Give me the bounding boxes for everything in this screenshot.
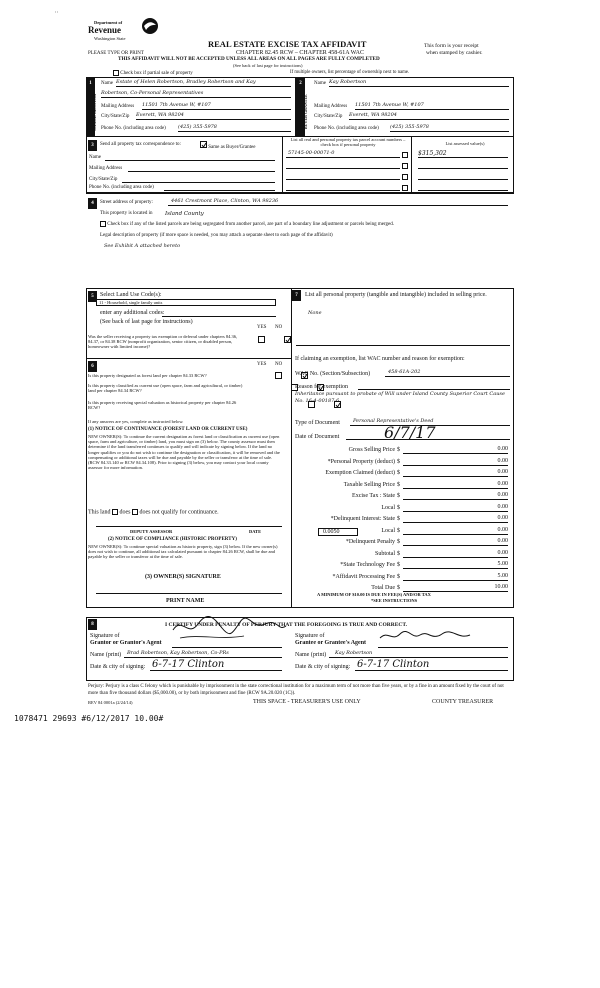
- s5-yes-header: YES: [257, 325, 267, 330]
- seller-mail-label: Mailing Address: [101, 104, 135, 109]
- parcel-header: List all real and personal property tax parcel account numbers – check box if personal property: [290, 137, 406, 147]
- tax-row-label: Exemption Claimed (deduct): [325, 470, 395, 476]
- reason-label: Reason for exemption: [295, 384, 348, 390]
- this-land-label: This land: [88, 509, 111, 516]
- grantor-name-value: Brad Robertson, Kay Robertson, Co-PRs: [127, 650, 229, 656]
- tax-row-value: 0.00: [497, 446, 508, 452]
- assessed-value: $315,302: [418, 150, 447, 157]
- s5-q1-no-checkbox[interactable]: [284, 336, 291, 343]
- tax-row-value: 0.00: [497, 469, 508, 475]
- section3-number: 3: [88, 140, 97, 151]
- buyer-side-label: BUYER GRANTEE: [303, 94, 308, 130]
- parcel-checkbox-4[interactable]: [402, 185, 408, 191]
- dollar-sign: $: [397, 493, 400, 499]
- s6-q1: Is this property designated as forest land per chapter 84.33 RCW?: [88, 373, 207, 378]
- tax-row-label: Total Due: [371, 585, 395, 591]
- legal-label: Legal description of property (if more space is needed, you may attach a separate sheet to each page of the affidavit): [100, 233, 333, 238]
- form-warning: THIS AFFIDAVIT WILL NOT BE ACCEPTED UNLESS ALL AREAS ON ALL PAGES ARE FULLY COMPLETED: [118, 56, 380, 62]
- county-value: Island County: [165, 211, 204, 217]
- tax-row-field[interactable]: [403, 481, 508, 489]
- deputy-date-label: DATE: [249, 529, 262, 534]
- section4-top-line: [86, 193, 514, 194]
- seller-city-field[interactable]: [136, 113, 291, 120]
- owner-signature-label: (3) OWNER(S) SIGNATURE: [145, 574, 221, 580]
- buyer-name-field[interactable]: [329, 80, 509, 87]
- same-as-buyer-label: Same as Buyer/Grantee: [208, 145, 256, 150]
- grantee-name-field[interactable]: [329, 651, 508, 658]
- seller-section-number: 1: [86, 78, 95, 89]
- personal-property-title: List all personal property (tangible and intangible) included in selling price.: [305, 292, 487, 298]
- parcel-field-4[interactable]: [286, 184, 400, 191]
- multiple-owners-note: If multiple owners, list percentage of ownership next to name.: [290, 70, 410, 75]
- compliance-text: NEW OWNER(S): To continue special valuation as historic property, sign (3) below. If the new owner(s) does not wish to continue, all additional tax calculated pursuant to chapter 84.26 RCW, shall be due and payable by the seller or transferor at the time of sale.: [88, 544, 278, 560]
- county-treasurer: COUNTY TREASURER: [432, 699, 494, 705]
- tax-row-label: *State Technology Fee: [340, 562, 395, 568]
- grantee-date-value: 6-7-17 Clinton: [357, 659, 430, 670]
- wac-label: WAC No. (Section/Subsection): [295, 371, 371, 377]
- partial-sale-checkbox[interactable]: [113, 70, 119, 76]
- seller-side-label: SELLER GRANTOR: [92, 93, 97, 131]
- seller-city-label: City/State/Zip: [101, 114, 130, 119]
- tax-row-label: *Personal Property (deduct): [327, 458, 395, 465]
- tax-row-field[interactable]: [403, 573, 508, 581]
- land-use-title: Select Land Use Code(s):: [100, 292, 162, 298]
- tax-row-label: *Delinquent Interest: State: [330, 516, 395, 522]
- buyer-city-label: City/State/Zip: [314, 114, 343, 119]
- owner-signature-line[interactable]: [96, 589, 282, 594]
- parcel-checkbox-1[interactable]: [402, 152, 408, 158]
- reason-field[interactable]: [358, 383, 510, 390]
- tax-row-value: 0.00: [497, 503, 508, 510]
- send-correspondence-label: Send all property tax correspondence to:: [100, 142, 181, 147]
- tax-row-field[interactable]: [403, 538, 508, 546]
- s5-no-header: NO: [275, 325, 283, 330]
- does-not-checkbox[interactable]: [132, 509, 138, 515]
- tax-row-field[interactable]: [403, 550, 508, 558]
- grantor-sig-label-1: Signature of: [90, 633, 120, 639]
- seller-phone-value: (425) 355-5978: [178, 124, 217, 130]
- tax-row-value: 0.00: [497, 492, 508, 498]
- dollar-sign: $: [397, 585, 400, 591]
- receipt-note-2: when stamped by cashier.: [426, 50, 483, 56]
- form-revision: REV 84 0001a (2/24/14): [88, 700, 133, 705]
- legal-value: See Exhibit A attached hereto: [104, 243, 181, 249]
- dollar-sign: $: [397, 504, 400, 511]
- see-instructions: *SEE INSTRUCTIONS: [371, 598, 418, 603]
- seller-city-value: Everett, WA 98204: [136, 112, 184, 118]
- tax-row-field[interactable]: [403, 584, 508, 592]
- receipt-note-1: This form is your receipt: [424, 43, 479, 49]
- wac-field[interactable]: [385, 370, 510, 377]
- exemption-label: If claiming an exemption, list WAC number and reason for exemption:: [295, 356, 465, 362]
- does-label: does: [119, 509, 131, 516]
- assessed-header: List assessed value(s): [445, 141, 485, 146]
- grantor-name-field[interactable]: [124, 651, 282, 658]
- seller-name-field-2[interactable]: [101, 91, 291, 98]
- assessed-field-4[interactable]: [418, 184, 508, 191]
- parcel-field-2[interactable]: [286, 162, 400, 169]
- date-doc-value: 6/7/17: [384, 423, 436, 442]
- segregated-checkbox[interactable]: [100, 221, 106, 227]
- grantor-sig-label-2: Grantor or Grantor's Agent: [90, 640, 162, 646]
- dollar-sign: $: [397, 550, 400, 557]
- buyer-city-field[interactable]: [349, 113, 509, 120]
- seller-name-field[interactable]: [116, 80, 291, 87]
- land-use-select[interactable]: [96, 299, 276, 306]
- street-value: 4461 Crestmont Place, Clinton, WA 98236: [171, 198, 279, 204]
- tax-row-label: *Affidavit Processing Fee: [332, 573, 395, 580]
- parcel-value: 57145-00-00071-0: [288, 150, 335, 156]
- partial-sale-label: Check box if partial sale of property: [120, 71, 193, 77]
- s6-q3: Is this property receiving special valuation as historical property per chapter 84.26 RCW?: [88, 400, 237, 411]
- dollar-sign: $: [397, 562, 400, 568]
- s3-city-field[interactable]: [122, 176, 275, 183]
- s6-q1-yes-checkbox[interactable]: [275, 372, 282, 379]
- tax-row-field[interactable]: [403, 446, 508, 454]
- tax-row-value: 0.00: [497, 457, 508, 464]
- seller-name-label: Name: [101, 81, 113, 86]
- s6-yes-header: YES: [257, 362, 267, 367]
- tax-row-field[interactable]: [403, 469, 508, 477]
- dollar-sign: $: [397, 470, 400, 476]
- tax-rate-value: 0.0050: [323, 529, 340, 535]
- tax-row-field[interactable]: [403, 492, 508, 500]
- check-icon: [285, 337, 291, 343]
- parcel-field-3[interactable]: [286, 173, 400, 180]
- street-field[interactable]: [168, 199, 508, 206]
- corner-mark: ' ': [55, 12, 59, 17]
- recording-stamp: 1078471 29693 #6/12/2017 10.00#: [14, 714, 164, 723]
- grantee-date-field[interactable]: [355, 659, 508, 671]
- s6-top-line: [86, 358, 291, 359]
- continuance-title: (1) NOTICE OF CONTINUANCE (FOREST LAND OR CURRENT USE): [88, 427, 248, 432]
- tax-row-label: Gross Selling Price: [348, 447, 395, 453]
- section7-number: 7: [292, 290, 301, 301]
- dollar-sign: $: [397, 447, 400, 453]
- s3-name-label: Name: [89, 155, 101, 160]
- buyer-phone-field[interactable]: [390, 125, 509, 132]
- additional-codes-label: enter any additional codes:: [100, 310, 165, 316]
- s3-mail-field[interactable]: [128, 165, 275, 172]
- seller-name-value: Estate of Helen Robertson, Bradley Robertson and Kay: [116, 79, 256, 85]
- tax-row-label: Local: [381, 504, 395, 511]
- partial-sale-row: [113, 70, 193, 77]
- form-subtitle: CHAPTER 82.45 RCW – CHAPTER 458-61A WAC: [236, 50, 364, 56]
- seller-mail-value: 11501 7th Avenue W, #107: [142, 102, 211, 108]
- type-doc-value: Personal Representative's Deed: [353, 418, 434, 424]
- buyer-mail-value: 11501 7th Avenue W, #107: [355, 102, 424, 108]
- treasurer-only: THIS SPACE - TREASURER'S USE ONLY: [253, 699, 361, 705]
- form-see-back: (See back of last page for instructions): [233, 63, 303, 68]
- s5-q1-yes-checkbox[interactable]: [258, 336, 265, 343]
- s6-q2: Is this property classified as current use (open space, farm and agricultural, or timber) land per chapter 84.34 RCW?: [88, 383, 243, 394]
- form-title: REAL ESTATE EXCISE TAX AFFIDAVIT: [208, 39, 367, 49]
- buyer-name-label: Name: [314, 81, 326, 86]
- s3-name-field[interactable]: [105, 154, 275, 161]
- tax-row-value: 0.00: [497, 515, 508, 521]
- deputy-line[interactable]: [96, 522, 282, 527]
- seller-phone-label: Phone No. (including area code): [101, 126, 166, 131]
- tax-row-label: *Delinquent Penalty: [345, 539, 395, 545]
- grantee-date-label: Date & city of signing:: [295, 664, 351, 670]
- dollar-sign: $: [397, 527, 400, 534]
- tax-row-label: Taxable Selling Price: [343, 481, 395, 488]
- section5-number: 5: [88, 291, 97, 302]
- this-land-row: [88, 509, 219, 516]
- compliance-title: (2) NOTICE OF COMPLIANCE (HISTORIC PROPERTY): [108, 537, 237, 542]
- tax-row-value: 5.00: [497, 572, 508, 579]
- dollar-sign: $: [397, 516, 400, 522]
- wac-value: 458-61A-202: [388, 369, 421, 375]
- s6-no-header: NO: [275, 362, 283, 367]
- parcel-field-1[interactable]: [286, 151, 400, 158]
- deputy-label: DEPUTY ASSESSOR: [130, 529, 173, 534]
- dollar-sign: $: [397, 458, 400, 465]
- dollar-sign: $: [397, 539, 400, 545]
- grantor-name-label: Name (print): [90, 652, 122, 658]
- dept-line2: Revenue: [88, 25, 121, 35]
- additional-codes-field[interactable]: [162, 309, 276, 317]
- dollar-sign: $: [397, 573, 400, 580]
- same-as-buyer-checkbox[interactable]: [200, 141, 207, 148]
- print-name-label: PRINT NAME: [166, 598, 205, 604]
- tax-row-label: Local: [381, 527, 395, 534]
- tax-row-field[interactable]: [403, 504, 508, 512]
- seller-mail-field[interactable]: [142, 103, 291, 110]
- seller-name-value-2: Robertson, Co-Personal Representatives: [101, 90, 204, 96]
- grantee-signature-line[interactable]: [378, 644, 508, 648]
- does-not-label: does not: [139, 509, 160, 516]
- tax-row-field[interactable]: [403, 561, 508, 569]
- assessed-field-2[interactable]: [418, 162, 508, 169]
- buyer-mail-field[interactable]: [355, 103, 509, 110]
- reason-value: Inheritance pursuant to probate of Will under Island County Superior Court Cause No. 16-4-00187-6: [295, 391, 505, 404]
- does-checkbox[interactable]: [112, 509, 118, 515]
- date-doc-field[interactable]: [346, 423, 510, 442]
- tax-row-value: 0.00: [497, 526, 508, 533]
- grantee-sig-label-1: Signature of: [295, 633, 325, 639]
- parcel-checkbox-2[interactable]: [402, 163, 408, 169]
- buyer-city-value: Everett, WA 98204: [349, 112, 397, 118]
- s6-if-yes: If any answers are yes, complete as instructed below.: [88, 419, 184, 424]
- segregated-row: [100, 221, 394, 228]
- tax-row-field[interactable]: [403, 458, 508, 466]
- buyer-name-value: Kay Robertson: [329, 79, 367, 85]
- tax-row-label: Excise Tax : State: [352, 493, 395, 499]
- print-note: PLEASE TYPE OR PRINT: [88, 51, 144, 56]
- grantee-name-label: Name (print): [295, 652, 327, 658]
- personal-property-line: [296, 342, 510, 346]
- grantor-date-value: 6-7-17 Clinton: [152, 659, 225, 670]
- grantee-name-value: Kay Robertson: [335, 650, 373, 656]
- tax-row-value: 0.00: [497, 549, 508, 556]
- seller-phone-field[interactable]: [178, 125, 291, 132]
- type-doc-label: Type of Document: [295, 420, 340, 426]
- tax-row-value: 5.00: [497, 561, 508, 567]
- buyer-phone-value: (425) 355-5978: [390, 124, 429, 130]
- grantor-signature-icon: [170, 612, 290, 642]
- certify-statement: I CERTIFY UNDER PENALTY OF PERJURY THAT THE FOREGOING IS TRUE AND CORRECT.: [165, 622, 408, 628]
- personal-property-value: None: [308, 310, 322, 316]
- perjury-statement: Perjury: Perjury is a class C felony which is punishable by imprisonment in the state correctional institution for a maximum term of not more than five years, or by a fine in an amount fixed by the court of not more than five thousand dollars ($5,000.00), or by both imprisonment and fine (RCW 9A.20.020 (1C)).: [88, 684, 504, 696]
- land-use-value: 11 - Household, single family units: [99, 300, 163, 305]
- grantor-date-label: Date & city of signing:: [90, 664, 146, 670]
- date-doc-label: Date of Document: [295, 434, 340, 440]
- dept-line1: Department of: [94, 20, 123, 25]
- tax-row-field[interactable]: [403, 515, 508, 523]
- dollar-sign: $: [397, 481, 400, 488]
- grantor-date-field[interactable]: [150, 659, 282, 671]
- section8-number: 8: [88, 619, 97, 630]
- segregated-label: Check box if any of the listed parcels are being segregated from another parcel, are part of a boundary line adjustment or parcels being merged.: [107, 222, 394, 228]
- dept-line3: Washington State: [94, 36, 126, 41]
- same-as-buyer-row: [200, 141, 255, 151]
- qualify-label: qualify for continuance.: [161, 509, 219, 516]
- section4-number: 4: [88, 198, 97, 209]
- minimum-due-note: A MINIMUM OF $10.00 IS DUE IN FEE(S) AND/OR TAX: [317, 592, 431, 597]
- assessed-field-3[interactable]: [418, 173, 508, 180]
- tax-row-value: 0.00: [497, 538, 508, 544]
- dor-logo: [88, 16, 168, 48]
- s3-phone-field[interactable]: [164, 184, 275, 191]
- s5-see-back: (See back of last page for instructions): [100, 319, 193, 325]
- check-icon: [201, 142, 207, 148]
- grantor-signature-line[interactable]: [172, 644, 282, 648]
- tax-row-value: 0.00: [497, 480, 508, 487]
- s3-city-label: City/State/Zip: [89, 177, 118, 182]
- tax-row-field[interactable]: [403, 527, 508, 535]
- grantee-signature-icon: [378, 628, 488, 644]
- tax-row-value: 10.00: [494, 584, 508, 590]
- buyer-section-number: 2: [296, 78, 305, 89]
- s5-q1: Was the seller receiving a property tax exemption or deferral under chapters 84.36, 84.37, or 84.38 RCW (nonprofit organization, senior citizen, or disabled person, homeowner with limited income)?: [88, 334, 238, 350]
- tax-rate-box[interactable]: [318, 528, 358, 536]
- street-label: Street address of property:: [100, 200, 153, 205]
- s3-mail-label: Mailing Address: [89, 166, 123, 171]
- buyer-mail-label: Mailing Address: [314, 104, 348, 109]
- grantee-sig-label-3: Grantee or Grantee's Agent: [295, 640, 367, 646]
- parcel-checkbox-3[interactable]: [402, 174, 408, 180]
- s3-phone-label: Phone No. (including area code): [89, 185, 154, 190]
- tax-row-label: Subtotal: [374, 550, 395, 557]
- located-label: This property is located in: [100, 211, 153, 216]
- section6-number: 6: [88, 361, 97, 372]
- assessed-field-1[interactable]: [418, 151, 508, 158]
- buyer-phone-label: Phone No. (including area code): [314, 126, 379, 131]
- continuance-text: NEW OWNER(S): To continue the current designation as forest land or classification as current use (open space, farm and agriculture, or timber) land, you must sign on (3) below. The county assessor must then determine if the land transferred continues to qualify and will indicate by signing below. If the land no longer qualifies or you do not wish to continue the designation or classification, it will be removed and the compensating or additional taxes will be due and payable by the seller or transferor at the time of sale. (RCW 84.33.140 or RCW 84.34.108). Prior to signing (3) below, you may contact your local county assessor for more information.: [88, 434, 280, 471]
